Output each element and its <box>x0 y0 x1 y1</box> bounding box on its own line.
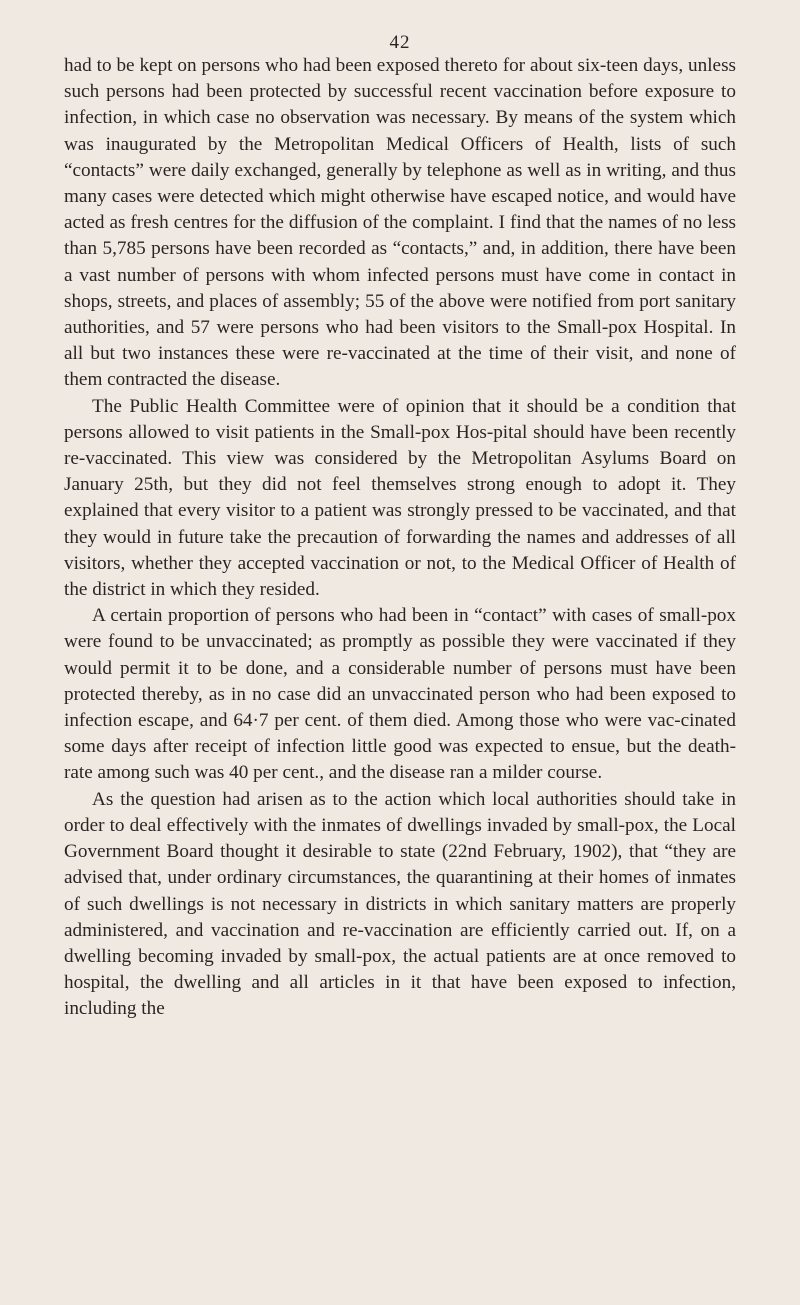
paragraph-unvaccinated-contacts: A certain proportion of persons who had been in “contact” with cases of small-pox were found to be unvaccinated; as promptly as possible they were vaccinated if they would permit it to be done, and a considerable number of persons must have been protected thereby, as in no case did an unvaccinated person who had been exposed to infection escape, and 64·7 per cent. of them died. Among those who were vac-cinated some days after receipt of infection little good was expected to ensue, but the death-rate among such was 40 per cent., and the disease ran a milder course. <box>64 605 736 784</box>
body-text <box>64 53 736 1023</box>
paragraph-public-health-committee: The Public Health Committee were of opinion that it should be a condition that persons allowed to visit patients in the Small-pox Hos-pital should have been recently re-vaccinated. This view was considered by the Metropolitan Asylums Board on January 25th, but they did not feel themselves strong enough to adopt it. They explained that every visitor to a patient was strongly pressed to be vaccinated, and that they would in future take the precaution of forwarding the names and addresses of all visitors, whether they accepted vaccination or not, to the Medical Officer of Health of the district in which they resided. <box>64 395 736 601</box>
paragraph-local-government-board: As the question had arisen as to the action which local authorities should take in order to deal effectively with the inmates of dwellings invaded by small-pox, the Local Government Board thought it desirable to state (22nd February, 1902), that “they are advised that, under ordinary circumstances, the quarantining at their homes of inmates of such dwellings is not necessary in districts in which sanitary matters are properly administered, and vaccination and re-vaccination are efficiently carried out. If, on a dwelling becoming invaded by small-pox, the actual patients are at once removed to hospital, the dwelling and all articles in it that have been exposed to infection, including the <box>64 788 736 1020</box>
paragraph-contacts: had to be kept on persons who had been exposed thereto for about six-teen days, unless such persons had been protected by successful recent vaccination before exposure to infection, in which case no observation was necessary. By means of the system which was inaugurated by the Metropolitan Medical Officers of Health, lists of such “contacts” were daily exchanged, generally by telephone as well as in writing, and thus many cases were detected which might otherwise have escaped notice, and would have acted as fresh centres for the diffusion of the complaint. I find that the names of no less than 5,785 persons have been recorded as “contacts,” and, in addition, there have been a vast number of persons with whom infected persons must have come in contact in shops, streets, and places of assembly; 55 of the above were notified from port sanitary authorities, and 57 were persons who had been visitors to the Small-pox Hospital. In all but two instances these were re-vaccinated at the time of their visit, and none of them contracted the disease. <box>64 55 736 391</box>
page-number: 42 <box>389 32 411 53</box>
